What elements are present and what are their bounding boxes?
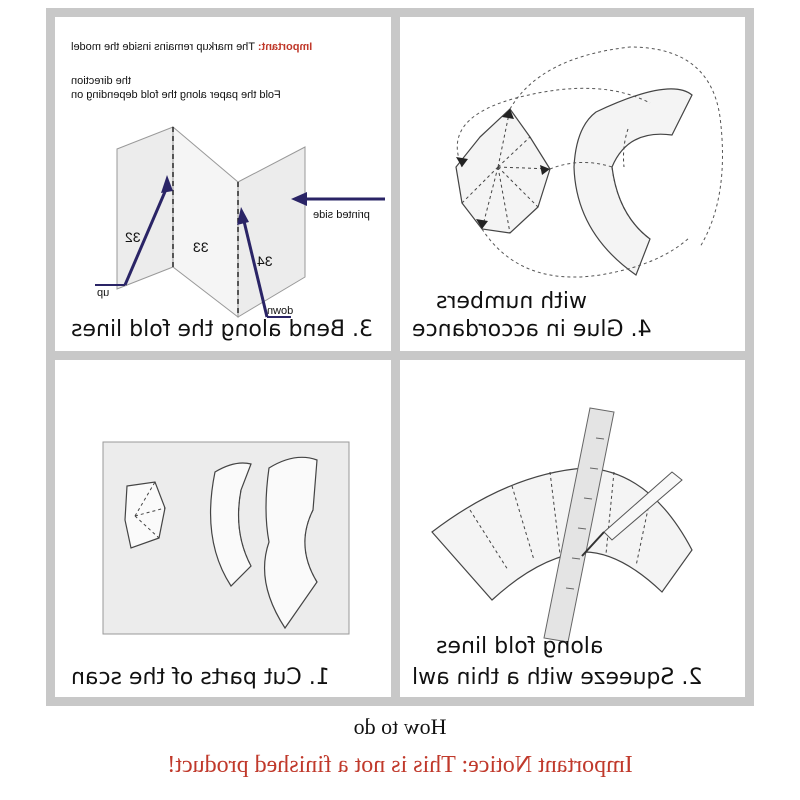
down-label: down [267,305,294,317]
squeeze-caption-line1: 2. Squeeze with a thin awl [412,665,703,690]
up-label: up [97,287,110,299]
panel-cut [55,360,391,697]
cut-caption: 1. Cut parts of the scan [71,665,330,690]
printed-side-label: printed side [313,209,370,221]
fold-number: 32 [125,229,141,245]
important-note [71,41,312,53]
important-label: Important: [257,41,313,53]
squeeze-caption-line2: along fold lines [436,634,604,659]
panel-squeeze [400,360,745,697]
fold-number: 33 [193,239,209,255]
fold-instruction-line2: the direction [71,75,131,87]
fold-number: 34 [257,253,273,269]
footer-title: How to do [353,714,447,739]
glue-caption-line1: 4. Glue in accordance [412,317,652,342]
instruction-frame [46,8,754,706]
bend-illustration [55,17,391,351]
cut-illustration [55,360,391,697]
important-text: The markup remains inside the model [71,41,256,53]
glue-caption-line2: with numbers [436,289,587,314]
bend-caption: 3. Bend along the fold lines [71,317,374,342]
important-notice: Important Notice: This is not a finished product! [167,752,633,778]
panel-glue [400,17,745,351]
fold-instruction-line1: Fold the paper along the fold depending on [71,89,281,101]
panel-bend [55,17,391,351]
